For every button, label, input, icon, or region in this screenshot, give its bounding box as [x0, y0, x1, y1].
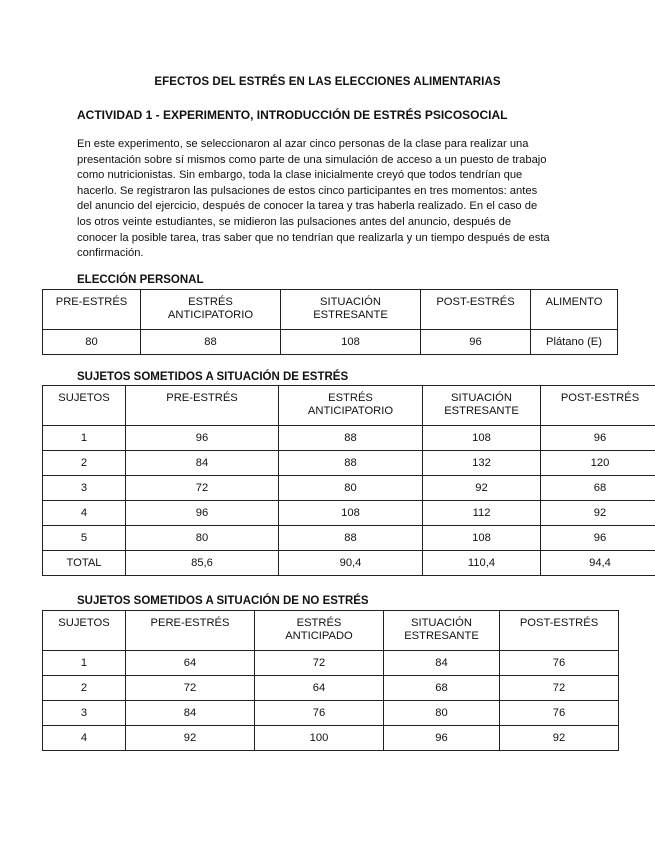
table-cell: 72 — [126, 476, 279, 501]
table-row — [43, 501, 655, 526]
table-cell: 88 — [279, 426, 423, 451]
document-title: EFECTOS DEL ESTRÉS EN LAS ELECCIONES ALIMENTARIAS — [154, 76, 501, 88]
table-cell: TOTAL — [43, 551, 126, 576]
table-row — [43, 330, 618, 355]
table-cell: 92 — [423, 476, 541, 501]
total-row — [43, 551, 655, 576]
table-row — [43, 726, 619, 751]
table-cell: 88 — [279, 451, 423, 476]
table-cell: 108 — [423, 526, 541, 551]
intro-line: presentación sobre sí mismos como parte de una simulación de acceso a un puesto de trabajo — [77, 153, 547, 166]
table-cell: 92 — [500, 726, 619, 751]
header-row — [43, 290, 618, 330]
intro-line: confirmación. — [77, 247, 144, 260]
header-cell: PERE-ESTRÉS — [126, 611, 255, 651]
table-row — [43, 676, 619, 701]
table-cell: 84 — [126, 451, 279, 476]
header-cell: ESTRÉS ANTICIPATORIO — [279, 386, 423, 426]
header-row — [43, 611, 619, 651]
table-cell: 96 — [541, 526, 655, 551]
table-cell: 76 — [255, 701, 384, 726]
stress-group-table — [42, 385, 655, 576]
table-cell: Plátano (E) — [531, 330, 618, 355]
header-cell: SUJETOS — [43, 386, 126, 426]
table-cell: 72 — [126, 676, 255, 701]
table-cell: 84 — [126, 701, 255, 726]
table-cell: 72 — [500, 676, 619, 701]
intro-line: hacerlo. Se registraron las pulsaciones de estos cinco participantes en tres momentos: antes — [77, 184, 538, 197]
header-cell: SITUACIÓN ESTRESANTE — [384, 611, 500, 651]
table-cell: 3 — [43, 701, 126, 726]
table-cell: 3 — [43, 476, 126, 501]
table-cell: 72 — [255, 651, 384, 676]
table-row — [43, 451, 655, 476]
table-cell: 5 — [43, 526, 126, 551]
intro-line: los otros veinte estudiantes, se midieron las pulsaciones antes del anuncio, después de — [77, 215, 512, 228]
header-cell: ESTRÉS ANTICIPATORIO — [141, 290, 281, 330]
table-cell: 80 — [126, 526, 279, 551]
header-cell: POST-ESTRÉS — [500, 611, 619, 651]
activity-title: ACTIVIDAD 1 - EXPERIMENTO, INTRODUCCIÓN DE ESTRÉS PSICOSOCIAL — [77, 108, 508, 122]
table-cell: 1 — [43, 426, 126, 451]
table-cell: 80 — [384, 701, 500, 726]
table-cell: 108 — [279, 501, 423, 526]
table-cell: 80 — [43, 330, 141, 355]
table-cell: 112 — [423, 501, 541, 526]
table-cell: 88 — [279, 526, 423, 551]
intro-paragraph — [77, 137, 587, 262]
table-cell: 80 — [279, 476, 423, 501]
header-row — [43, 386, 655, 426]
table-cell: 90,4 — [279, 551, 423, 576]
intro-line: del anuncio del ejercicio, después de conocer la tarea y tras haberla realizado. En el caso de — [77, 200, 538, 213]
table-cell: 85,6 — [126, 551, 279, 576]
intro-line: conocer la posible tarea, tras saber que no tendrían que realizarla y un tiempo después de esta — [77, 231, 550, 244]
table-cell: 4 — [43, 501, 126, 526]
table-cell: 1 — [43, 651, 126, 676]
no-stress-group-title: SUJETOS SOMETIDOS A SITUACIÓN DE NO ESTRÉS — [77, 595, 369, 607]
table-cell: 132 — [423, 451, 541, 476]
table-row — [43, 701, 619, 726]
table-cell: 76 — [500, 651, 619, 676]
table-cell: 100 — [255, 726, 384, 751]
header-cell: SITUACIÓN ESTRESANTE — [423, 386, 541, 426]
personal-choice-title: ELECCIÓN PERSONAL — [77, 274, 204, 286]
table-cell: 96 — [384, 726, 500, 751]
table-cell: 2 — [43, 451, 126, 476]
table-cell: 96 — [421, 330, 531, 355]
table-row — [43, 526, 655, 551]
table-cell: 108 — [281, 330, 421, 355]
table-cell: 94,4 — [541, 551, 655, 576]
table-cell: 64 — [255, 676, 384, 701]
header-cell: SITUACIÓN ESTRESANTE — [281, 290, 421, 330]
table-cell: 110,4 — [423, 551, 541, 576]
table-cell: 96 — [126, 501, 279, 526]
table-cell: 92 — [126, 726, 255, 751]
intro-line: como nutricionistas. Sin embargo, toda la clase inicialmente creyó que todos tendrían que — [77, 169, 523, 182]
table-row — [43, 426, 655, 451]
table-row — [43, 476, 655, 501]
stress-group-title: SUJETOS SOMETIDOS A SITUACIÓN DE ESTRÉS — [77, 371, 349, 383]
table-cell: 120 — [541, 451, 655, 476]
header-cell: POST-ESTRÉS — [421, 290, 531, 330]
header-cell: ESTRÉS ANTICIPADO — [255, 611, 384, 651]
table-cell: 76 — [500, 701, 619, 726]
table-cell: 68 — [541, 476, 655, 501]
header-cell: ALIMENTO — [531, 290, 618, 330]
personal-choice-table — [42, 289, 618, 355]
table-cell: 92 — [541, 501, 655, 526]
table-cell: 64 — [126, 651, 255, 676]
table-cell: 96 — [126, 426, 279, 451]
header-cell: POST-ESTRÉS — [541, 386, 655, 426]
table-cell: 4 — [43, 726, 126, 751]
header-cell: SUJETOS — [43, 611, 126, 651]
table-cell: 2 — [43, 676, 126, 701]
table-row — [43, 651, 619, 676]
table-cell: 96 — [541, 426, 655, 451]
table-cell: 108 — [423, 426, 541, 451]
header-cell: PRE-ESTRÉS — [126, 386, 279, 426]
intro-line: En este experimento, se seleccionaron al azar cinco personas de la clase para realizar una — [77, 138, 529, 150]
no-stress-group-table — [42, 610, 619, 751]
table-cell: 68 — [384, 676, 500, 701]
table-cell: 88 — [141, 330, 281, 355]
table-cell: 84 — [384, 651, 500, 676]
header-cell: PRE-ESTRÉS — [43, 290, 141, 330]
